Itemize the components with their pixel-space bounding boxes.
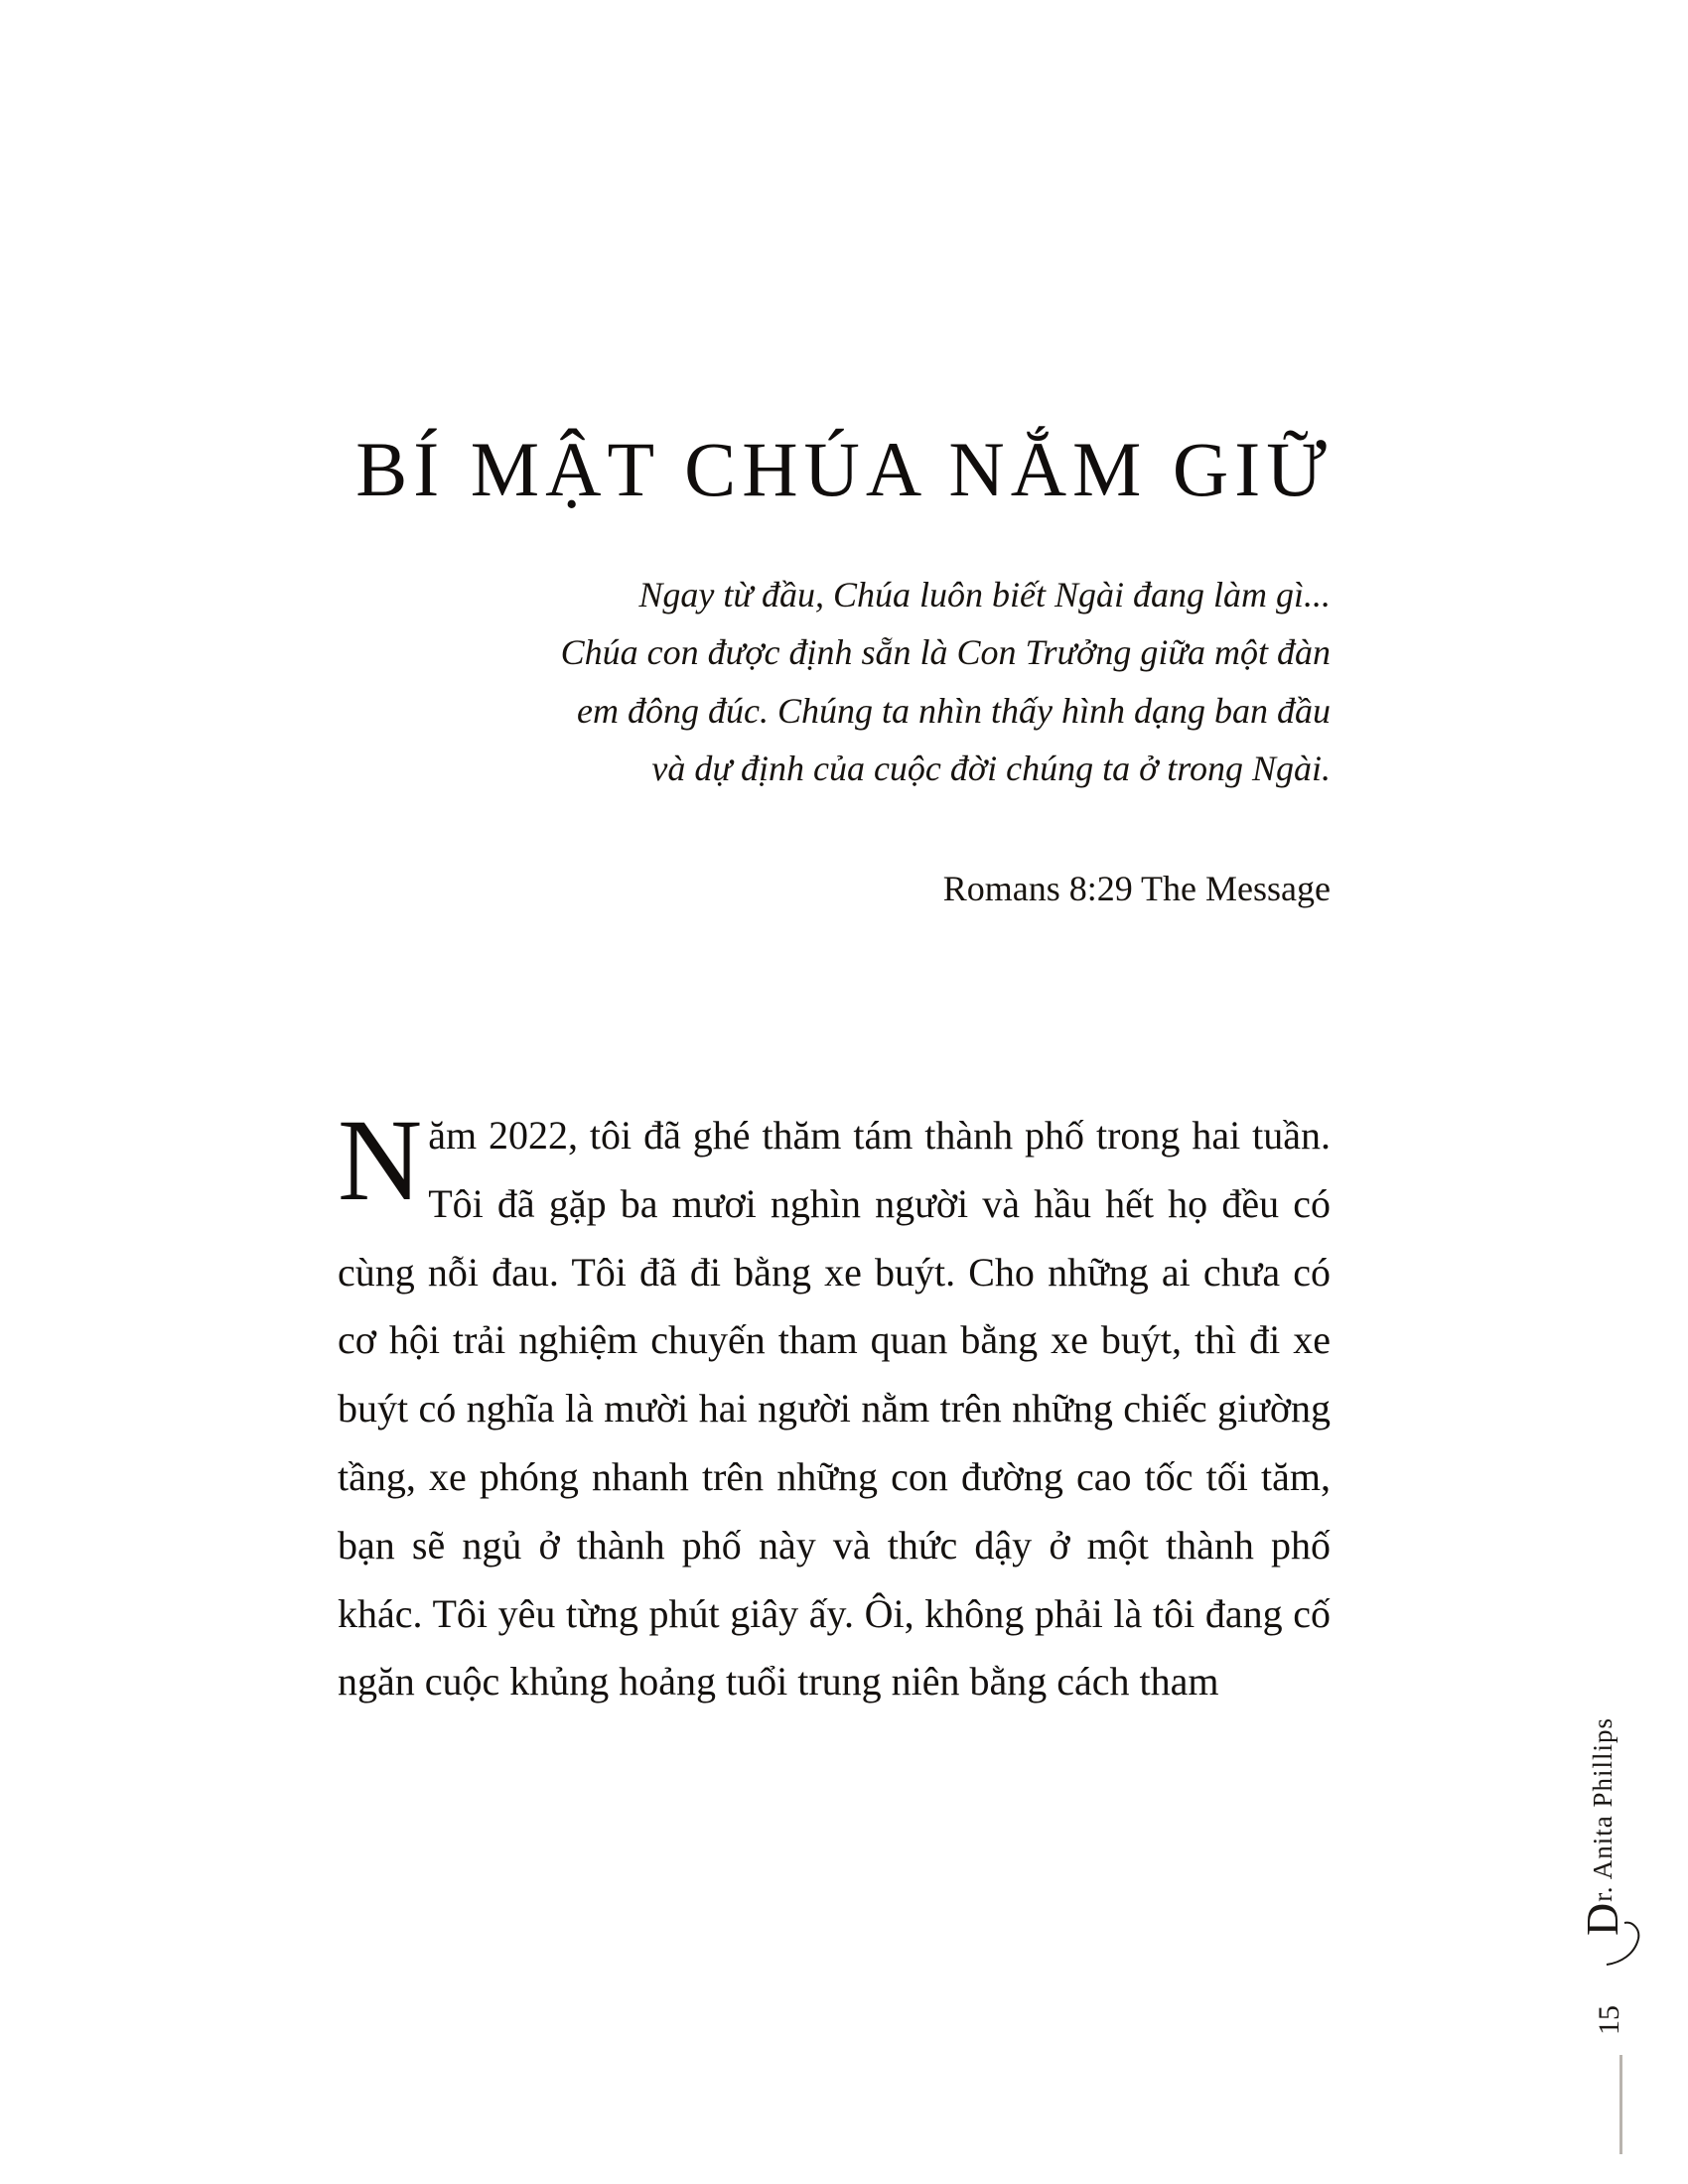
running-author-initial: D [1577,1901,1627,1936]
page-title: BÍ MẬT CHÚA NẮM GIỮ [355,426,1333,513]
epigraph-line: em đông đúc. Chúng ta nhìn thấy hình dạng ban đầu [577,690,1331,731]
body-paragraph [338,1095,1331,1716]
epigraph-line: và dự định của cuộc đời chúng ta ở trong Ngài. [651,748,1331,788]
drop-cap: N [338,1095,423,1225]
epigraph-line: Chúa con được định sẵn là Con Trưởng giữa một đàn [560,632,1331,673]
body-paragraph-text: ăm 2022, tôi đã ghé thăm tám thành phố trong hai tuần. Tôi đã gặp ba mươi nghìn người và hầu hết họ đều có cùng nỗi đau. Tôi đã đi bằng xe buýt. Cho những ai chưa có cơ hội trải nghiệm chuyến tham quan bằng xe buýt, thì đi xe buýt có nghĩa là mười hai người nằm trên những chiếc giường tầng, xe phóng nhanh trên những con đường cao tốc tối tăm, bạn sẽ ngủ ở thành phố này và thức dậy ở một thành phố khác. Tôi yêu từng phút giây ấy. Ôi, không phải là tôi đang cố ngăn cuộc khủng hoảng tuổi trung niên bằng cách tham [338,1113,1331,1705]
running-author-name: r. Anita Phillips [1588,1716,1618,1902]
epigraph-quote [377,566,1331,797]
epigraph-line: Ngay từ đầu, Chúa luôn biết Ngài đang làm gì... [638,575,1331,614]
running-footer-author [1576,1717,1628,1936]
page-number: 15 [1593,2005,1625,2035]
body-text-block [338,1095,1331,1716]
footer-rule [1619,2055,1622,2154]
epigraph-citation: Romans 8:29 The Message [942,869,1331,908]
